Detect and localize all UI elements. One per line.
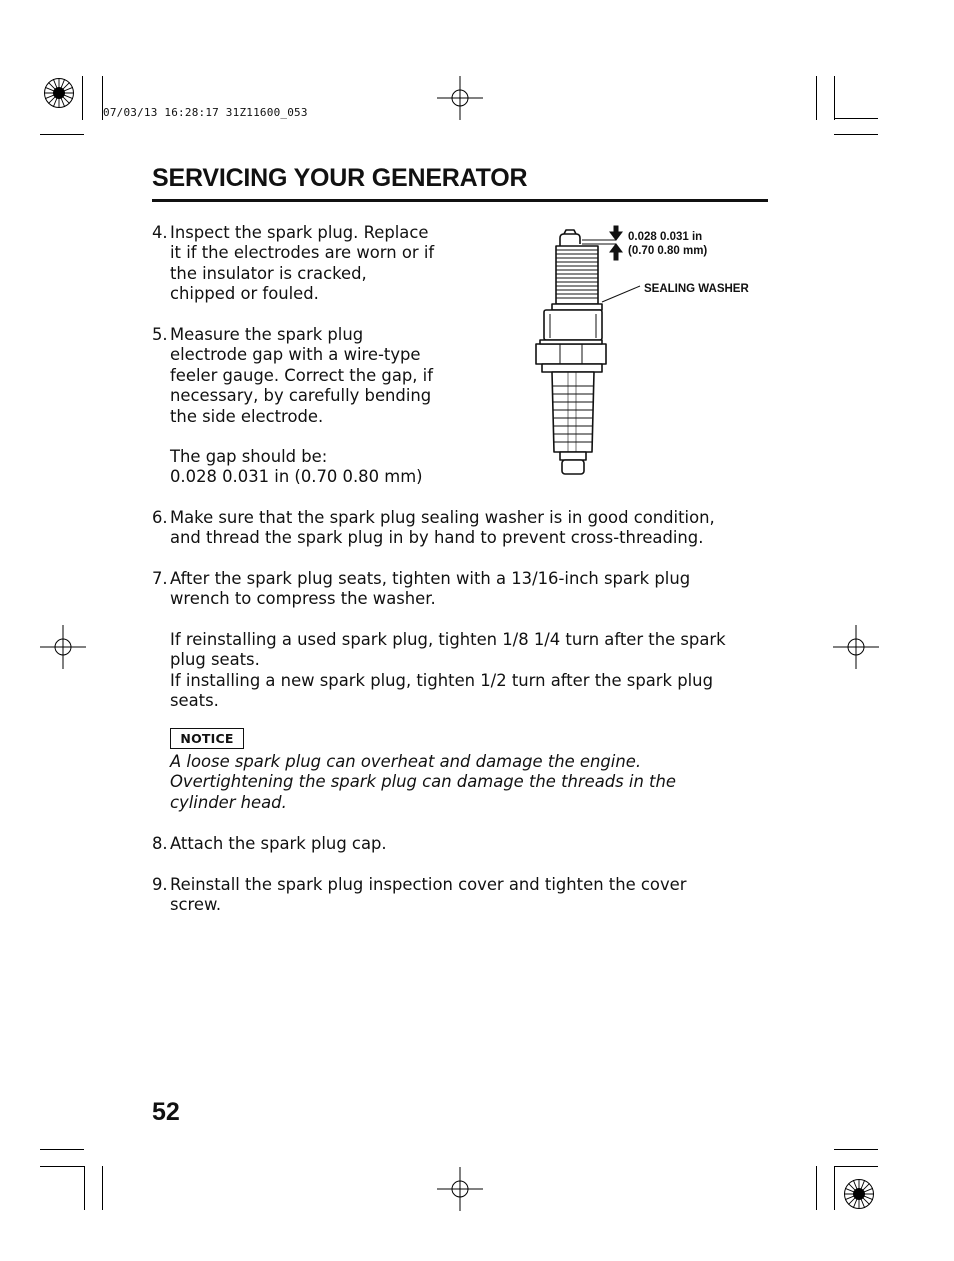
registration-sunburst-icon — [842, 1177, 876, 1211]
step-text: Measure the spark plug electrode gap with a wire-type feeler gauge. Correct the gap, if necessary, by carefully bending the side electrode. — [170, 325, 434, 426]
step-number: 6. — [152, 508, 168, 527]
step-number: 4. — [152, 223, 168, 242]
step-text: Make sure that the spark plug sealing washer is in good condition, and thread the spark plug in by hand to prevent cross-threading. — [170, 508, 715, 548]
step-number: 5. — [152, 325, 168, 344]
print-stamp: 07/03/13 16:28:17 31Z11600_053 — [103, 106, 308, 119]
notice-badge: NOTICE — [170, 728, 244, 749]
gap-spec: The gap should be: 0.028 0.031 in (0.70 0.80 mm) — [170, 447, 423, 487]
sealing-washer-label: SEALING WASHER — [644, 283, 749, 295]
step-text: Inspect the spark plug. Replace it if the electrodes are worn or if the insulator is cracked, chipped or fouled. — [170, 223, 435, 304]
page-number: 52 — [152, 1098, 180, 1126]
step-text: Reinstall the spark plug inspection cover and tighten the cover screw. — [170, 875, 687, 915]
registration-crosshair-icon — [437, 76, 483, 120]
step-text: Attach the spark plug cap. — [170, 834, 387, 853]
step-text: After the spark plug seats, tighten with a 13/16-inch spark plug wrench to compress the washer. — [170, 569, 691, 609]
notice-text: A loose spark plug can overheat and damage the engine. Overtightening the spark plug can damage the threads in the cylinder head. — [170, 752, 676, 812]
registration-sunburst-icon — [42, 76, 76, 110]
registration-crosshair-icon — [40, 625, 86, 669]
title-rule — [152, 199, 768, 202]
step-number: 7. — [152, 569, 168, 588]
step-number: 9. — [152, 875, 168, 894]
registration-crosshair-icon — [833, 625, 879, 669]
step-number: 8. — [152, 834, 168, 853]
torque-instructions: If reinstalling a used spark plug, tighten 1/8 1/4 turn after the spark plug seats. If installing a new spark plug, tighten 1/2 turn after the spark plug seats. — [170, 630, 726, 711]
gap-label: 0.028 0.031 in (0.70 0.80 mm) — [628, 231, 708, 257]
spark-plug-illustration — [520, 222, 770, 484]
section-title: SERVICING YOUR GENERATOR — [152, 164, 528, 192]
registration-crosshair-icon — [437, 1167, 483, 1211]
